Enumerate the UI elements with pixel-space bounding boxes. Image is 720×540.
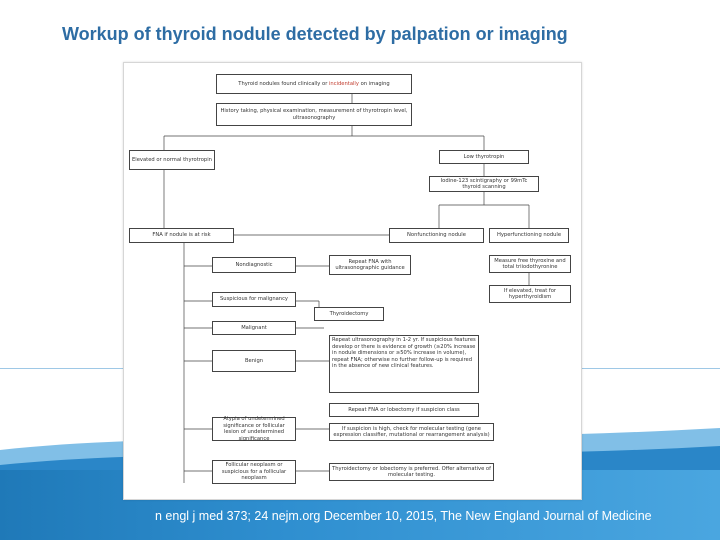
start-text-after: on imaging bbox=[358, 80, 390, 87]
follicular-neoplasm-box: Follicular neoplasm or suspicious for a follicular neoplasm bbox=[212, 460, 296, 484]
suspicious-malignancy-box: Suspicious for malignancy bbox=[212, 292, 296, 307]
low-tsh-box: Low thyrotropin bbox=[439, 150, 529, 164]
radionuclide-scan-box: Iodine-123 scintigraphy or 99mTc thyroid scanning bbox=[429, 176, 539, 192]
start-text-before: Thyroid nodules found clinically or bbox=[238, 80, 329, 87]
lobectomy-box: Thyroidectomy or lobectomy is preferred. Offer alternative of molecular testing. bbox=[329, 463, 494, 481]
fna-criteria-box: FNA if nodule is at risk bbox=[129, 228, 234, 243]
slide-title: Workup of thyroid nodule detected by palpation or imaging bbox=[62, 24, 568, 44]
start-box bbox=[216, 74, 412, 94]
benign-followup-box: Repeat ultrasonography in 1-2 yr. If suspicious features develop or there is evidence of growth (≥20% increase in nodule dimensions or ≥50% increase in volume), repeat FNA; otherwise no further follow-up is required in the absence of new clinical features. bbox=[329, 335, 479, 393]
nonfunctioning-box: Nonfunctioning nodule bbox=[389, 228, 484, 243]
repeat-fna-molecular-box: Repeat FNA or lobectomy if suspicion class bbox=[329, 403, 479, 417]
start-text bbox=[238, 81, 389, 88]
molecular-testing-box: If suspicion is high, check for molecular testing (gene expression classifier, mutational or rearrangement analysis) bbox=[329, 423, 494, 441]
if-elevated-box: If elevated, treat for hyperthyroidism bbox=[489, 285, 571, 303]
history-box: History taking, physical examination, measurement of thyrotropin level, ultrasonography bbox=[216, 103, 412, 126]
hyperfunctioning-box: Hyperfunctioning nodule bbox=[489, 228, 569, 243]
measure-free-t4-box: Measure free thyroxine and total triiodothyronine bbox=[489, 255, 571, 273]
benign-box: Benign bbox=[212, 350, 296, 372]
thyroidectomy-box: Thyroidectomy bbox=[314, 307, 384, 321]
atypia-box: Atypia of undetermined significance or follicular lesion of undetermined significance bbox=[212, 417, 296, 441]
malignant-box: Malignant bbox=[212, 321, 296, 335]
repeat-fna-box: Repeat FNA with ultrasonographic guidance bbox=[329, 255, 411, 275]
start-text-highlight: incidentally bbox=[328, 80, 359, 87]
flowchart-figure bbox=[123, 62, 582, 500]
citation-caption: n engl j med 373; 24 nejm.org December 10, 2015, The New England Journal of Medicine bbox=[155, 509, 652, 523]
nondiagnostic-box: Nondiagnostic bbox=[212, 257, 296, 273]
elevated-tsh-box: Elevated or normal thyrotropin bbox=[129, 150, 215, 170]
